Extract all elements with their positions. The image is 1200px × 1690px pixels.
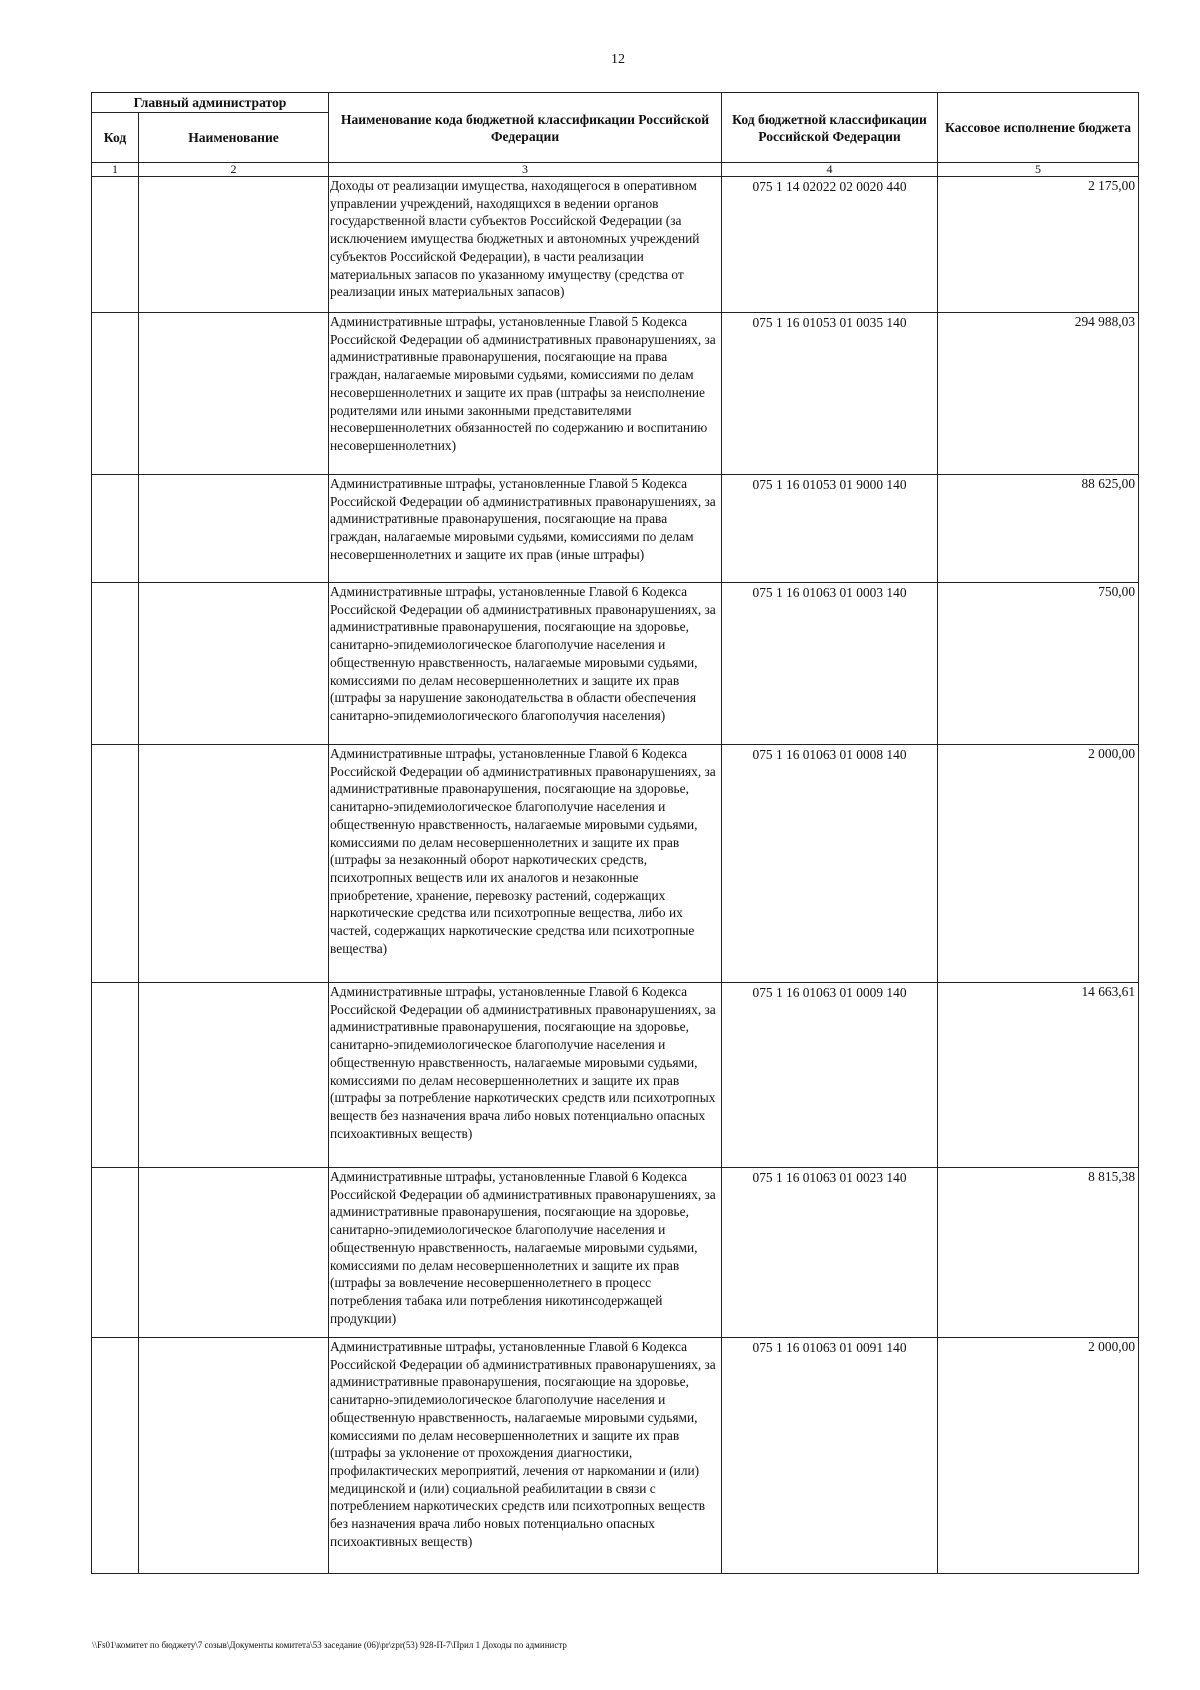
cell-kbk-name: Административные штрафы, установленные Главой 6 Кодекса Российской Федерации об административных правонарушениях, за административные правонарушения, посягающие на здоровье, санитарно-эпидемиологическое благополучие населения и общественную нравственность, налагаемые мировыми судьями, комиссиями по делам несовершеннолетних и защите их прав (штрафы за вовлечение несовершеннолетнего в процесс потребления табака или потребления никотинсодержащей продукции)	[329, 1168, 722, 1338]
cell-kbk-code: 075 1 14 02022 02 0020 440	[722, 177, 938, 313]
cell-code	[92, 1168, 139, 1338]
cell-kbk-code: 075 1 16 01063 01 0003 140	[722, 583, 938, 745]
cell-admin-name	[139, 475, 329, 583]
cell-kbk-name: Административные штрафы, установленные Главой 6 Кодекса Российской Федерации об административных правонарушениях, за административные правонарушения, посягающие на здоровье, санитарно-эпидемиологическое благополучие населения и общественную нравственность, налагаемые мировыми судьями, комиссиями по делам несовершеннолетних и защите их прав (штрафы за незаконный оборот наркотических средств, психотропных веществ или их аналогов и незаконные приобретение, хранение, перевозку растений, содержащих наркотические средства или психотропные вещества, либо их частей, содержащих наркотические средства или психотропные вещества)	[329, 745, 722, 983]
column-numbers-row	[92, 163, 1139, 177]
cell-kbk-code: 075 1 16 01053 01 0035 140	[722, 313, 938, 475]
cell-amount: 88 625,00	[938, 475, 1139, 583]
budget-table	[91, 92, 1139, 1574]
cell-code	[92, 177, 139, 313]
cell-kbk-code: 075 1 16 01063 01 0023 140	[722, 1168, 938, 1338]
cell-admin-name	[139, 1338, 329, 1574]
column-number: 2	[139, 163, 329, 177]
cell-code	[92, 1338, 139, 1574]
table-row	[92, 583, 1139, 745]
table-row	[92, 313, 1139, 475]
column-number: 4	[722, 163, 938, 177]
column-number: 1	[92, 163, 139, 177]
header-kbk-name: Наименование кода бюджетной классификации Российской Федерации	[329, 93, 722, 163]
header-amount: Кассовое исполнение бюджета	[938, 93, 1139, 163]
table-row	[92, 745, 1139, 983]
header-name: Наименование	[139, 113, 329, 163]
cell-kbk-name: Административные штрафы, установленные Главой 5 Кодекса Российской Федерации об административных правонарушениях, за административные правонарушения, посягающие на права граждан, налагаемые мировыми судьями, комиссиями по делам несовершеннолетних и защите их прав (иные штрафы)	[329, 475, 722, 583]
cell-code	[92, 983, 139, 1168]
cell-code	[92, 745, 139, 983]
cell-kbk-name: Административные штрафы, установленные Главой 6 Кодекса Российской Федерации об административных правонарушениях, за административные правонарушения, посягающие на здоровье, санитарно-эпидемиологическое благополучие населения и общественную нравственность, налагаемые мировыми судьями, комиссиями по делам несовершеннолетних и защите их прав (штрафы за уклонение от прохождения диагностики, профилактических мероприятий, лечения от наркомании и (или) медицинской и (или) социальной реабилитации в связи с потреблением наркотических средств или психотропных веществ без назначения врача либо новых потенциально опасных психоактивных веществ)	[329, 1338, 722, 1574]
cell-amount: 2 000,00	[938, 745, 1139, 983]
cell-kbk-name: Административные штрафы, установленные Главой 6 Кодекса Российской Федерации об административных правонарушениях, за административные правонарушения, посягающие на здоровье, санитарно-эпидемиологическое благополучие населения и общественную нравственность, налагаемые мировыми судьями, комиссиями по делам несовершеннолетних и защите их прав (штрафы за нарушение законодательства в области обеспечения санитарно-эпидемиологического благополучия населения)	[329, 583, 722, 745]
header-code: Код	[92, 113, 139, 163]
cell-kbk-name: Административные штрафы, установленные Главой 6 Кодекса Российской Федерации об административных правонарушениях, за административные правонарушения, посягающие на здоровье, санитарно-эпидемиологическое благополучие населения и общественную нравственность, налагаемые мировыми судьями, комиссиями по делам несовершеннолетних и защите их прав (штрафы за потребление наркотических средств или психотропных веществ без назначения врача либо новых потенциально опасных психоактивных веществ)	[329, 983, 722, 1168]
cell-amount: 750,00	[938, 583, 1139, 745]
table-row	[92, 177, 1139, 313]
table-row	[92, 475, 1139, 583]
cell-code	[92, 583, 139, 745]
cell-kbk-name: Доходы от реализации имущества, находящегося в оперативном управлении учреждений, находящихся в ведении органов государственной власти субъектов Российской Федерации (за исключением имущества бюджетных и автономных учреждений субъектов Российской Федерации), в части реализации материальных запасов по указанному имуществу (средства от реализации иных материальных запасов)	[329, 177, 722, 313]
cell-kbk-code: 075 1 16 01063 01 0008 140	[722, 745, 938, 983]
cell-kbk-code: 075 1 16 01063 01 0091 140	[722, 1338, 938, 1574]
table-row	[92, 1338, 1139, 1574]
footer-file-path: \\Fs01\комитет по бюджету\7 созыв\Документы комитета\53 заседание (06)\pr\zpr(53) 928-П-7\Прил 1 Доходы по администр	[92, 1640, 567, 1650]
page-number: 12	[611, 52, 625, 67]
column-number: 5	[938, 163, 1139, 177]
cell-admin-name	[139, 177, 329, 313]
cell-code	[92, 475, 139, 583]
cell-amount: 2 000,00	[938, 1338, 1139, 1574]
header-kbk-code: Код бюджетной классификации Российской Федерации	[722, 93, 938, 163]
table-row	[92, 983, 1139, 1168]
cell-admin-name	[139, 583, 329, 745]
cell-amount: 8 815,38	[938, 1168, 1139, 1338]
cell-code	[92, 313, 139, 475]
cell-kbk-code: 075 1 16 01053 01 9000 140	[722, 475, 938, 583]
cell-amount: 14 663,61	[938, 983, 1139, 1168]
cell-admin-name	[139, 313, 329, 475]
column-number: 3	[329, 163, 722, 177]
table-row	[92, 1168, 1139, 1338]
cell-amount: 2 175,00	[938, 177, 1139, 313]
cell-admin-name	[139, 1168, 329, 1338]
header-chief-administrator: Главный администратор	[92, 93, 329, 113]
cell-admin-name	[139, 745, 329, 983]
cell-kbk-code: 075 1 16 01063 01 0009 140	[722, 983, 938, 1168]
cell-kbk-name: Административные штрафы, установленные Главой 5 Кодекса Российской Федерации об административных правонарушениях, за административные правонарушения, посягающие на права граждан, налагаемые мировыми судьями, комиссиями по делам несовершеннолетних и защите их прав (штрафы за неисполнение родителями или иными законными представителями несовершеннолетних обязанностей по содержанию и воспитанию несовершеннолетних)	[329, 313, 722, 475]
cell-admin-name	[139, 983, 329, 1168]
cell-amount: 294 988,03	[938, 313, 1139, 475]
